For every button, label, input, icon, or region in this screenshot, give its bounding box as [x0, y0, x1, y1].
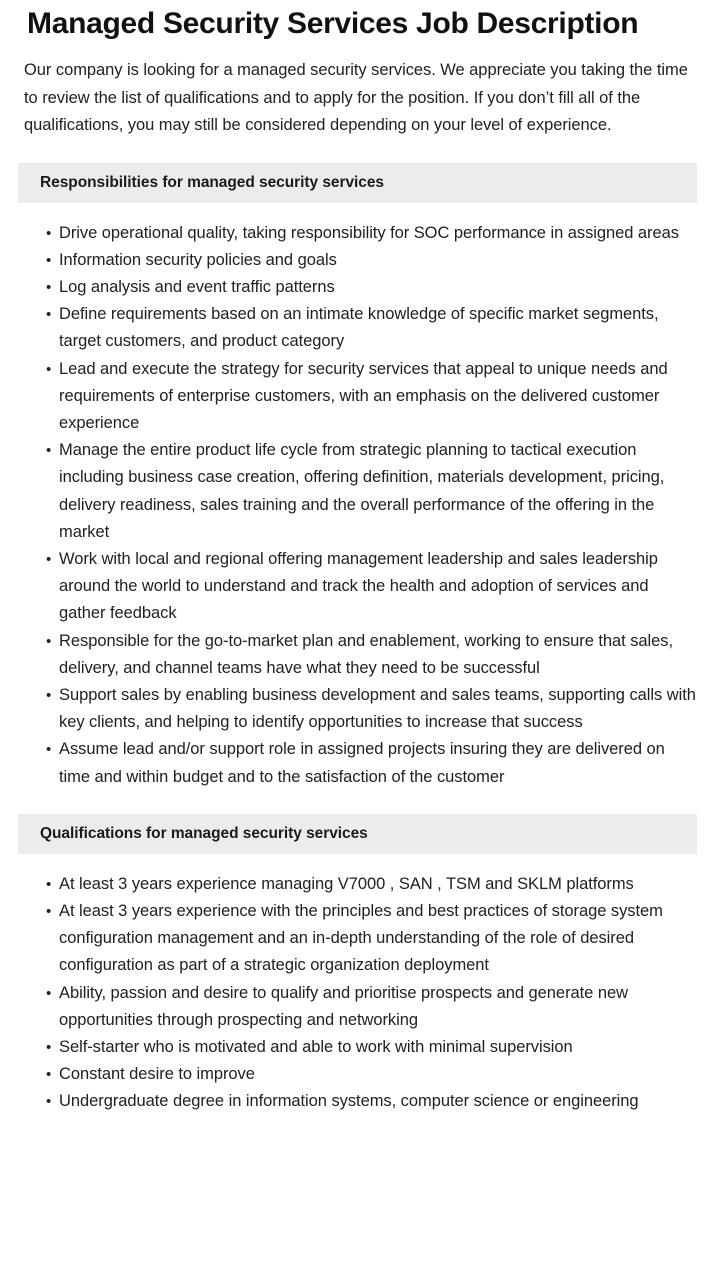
section-header-responsibilities [18, 163, 697, 203]
list-item: • Assume lead and/or support role in assigned projects insuring they are delivered on time and within budget and to the satisfaction of the customer [59, 736, 696, 790]
section-qualifications [0, 814, 720, 1116]
intro-paragraph: Our company is looking for a managed security services. We appreciate you taking the time to review the list of qualifications and to apply for the position. If you don’t fill all of the qualifications, you may still be considered depending on your level of experience. [24, 61, 688, 134]
section-header-qualifications [18, 814, 697, 854]
section-heading-label: Responsibilities for managed security services [40, 173, 385, 191]
list-item: • Define requirements based on an intimate knowledge of specific market segments, target customers, and product category [59, 301, 696, 355]
section-responsibilities [0, 163, 720, 791]
list-item: • Lead and execute the strategy for security services that appeal to unique needs and requirements of enterprise customers, with an emphasis on the delivered customer experience [59, 356, 696, 438]
list-item: • Drive operational quality, taking responsibility for SOC performance in assigned areas [59, 220, 696, 247]
list-item: • Log analysis and event traffic patterns [59, 274, 696, 301]
list-item: • At least 3 years experience managing V7000 , SAN , TSM and SKLM platforms [59, 871, 696, 898]
list-item: • Responsible for the go-to-market plan and enablement, working to ensure that sales, delivery, and channel teams have what they need to be successful [59, 628, 696, 682]
list-item: • Manage the entire product life cycle from strategic planning to tactical execution including business case creation, offering definition, materials development, pricing, delivery readiness, sales training and the overall performance of the offering in the market [59, 437, 696, 546]
list-item: • Self-starter who is motivated and able to work with minimal supervision [59, 1034, 696, 1061]
list-item: • Undergraduate degree in information systems, computer science or engineering [59, 1088, 696, 1115]
page-bottom-spacer [0, 1116, 720, 1146]
page-title: Managed Security Services Job Description [27, 7, 639, 40]
list-item: • Ability, passion and desire to qualify and prioritise prospects and generate new opportunities through prospecting and networking [59, 980, 696, 1034]
section-heading-label: Qualifications for managed security services [40, 824, 368, 842]
responsibilities-list [0, 220, 720, 791]
list-item: • Work with local and regional offering management leadership and sales leadership around the world to understand and track the health and adoption of services and gather feedback [59, 546, 696, 628]
list-item: • Support sales by enabling business development and sales teams, supporting calls with key clients, and helping to identify opportunities to increase that success [59, 682, 696, 736]
qualifications-list [0, 871, 720, 1116]
list-item: • Constant desire to improve [59, 1061, 696, 1088]
list-item: • At least 3 years experience with the principles and best practices of storage system configuration management and an in-depth understanding of the role of desired configuration as part of a strategic organization deployment [59, 898, 696, 980]
list-item: • Information security policies and goals [59, 247, 696, 274]
